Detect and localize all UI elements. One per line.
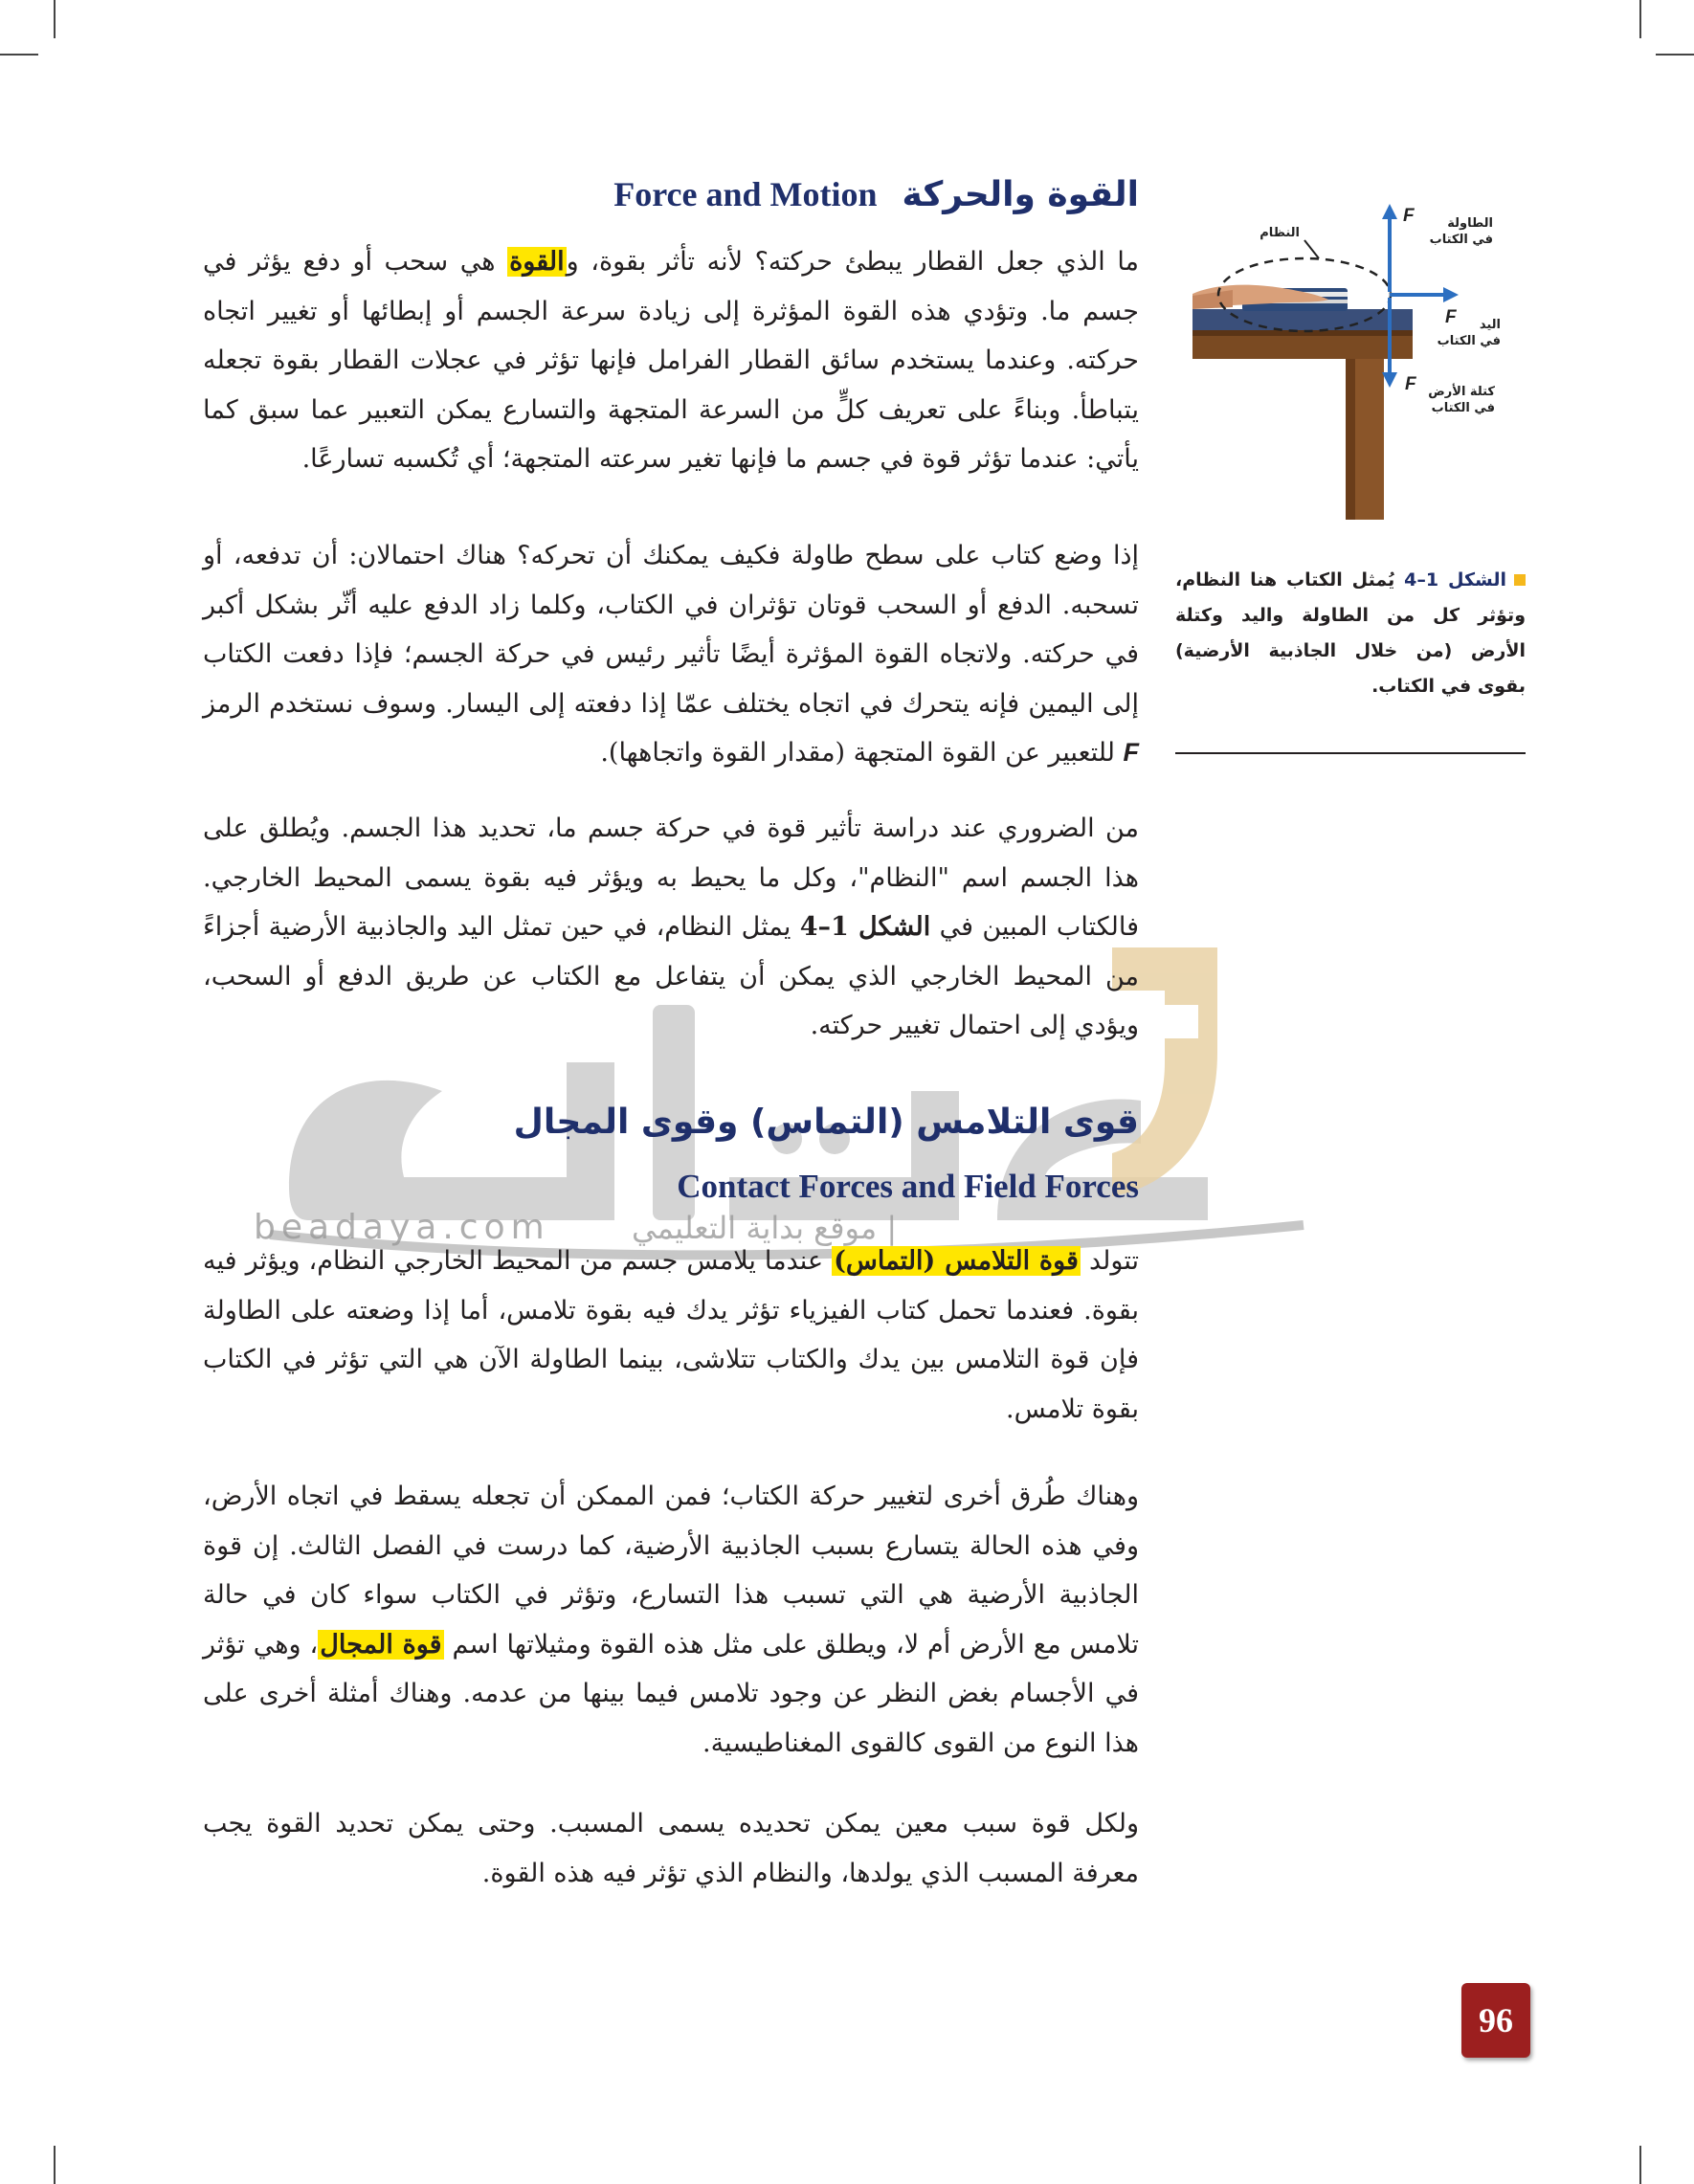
force-symbol-hand: F [1445, 307, 1457, 327]
crop-mark [1639, 2146, 1641, 2184]
paragraph-text: تتولد [1080, 1246, 1139, 1276]
section-heading-arabic: قوى التلامس (التماس) وقوى المجال [513, 1103, 1139, 1142]
paragraph-text: عندما يلامس جسم من المحيط الخارجي النظام، ويؤثر فيه بقوة. فعندما تحمل كتاب الفيزياء تؤثر يدك فيه بقوة تلامس، أما إذا وضعته على الطاولة فإن قوة التلامس بين يدك والكتاب تتلاشى، بينما الطاولة الآن هي التي تؤثر في الكتاب بقوة تلامس. [203, 1246, 1139, 1424]
watermark-url: beadaya.com [254, 1208, 550, 1247]
crop-mark [54, 0, 56, 38]
paragraph-4 [203, 1237, 1139, 1434]
paragraph-1 [203, 237, 1139, 484]
crop-mark [0, 54, 38, 56]
paragraph-6: ولكل قوة سبب معين يمكن تحديده يسمى المسبب. وحتى يمكن تحديد القوة يجب معرفة المسبب الذي يولدها، والنظام الذي تؤثر فيه هذه القوة. [203, 1809, 1139, 1888]
highlight-term-field-force: قوة المجال [320, 1629, 442, 1660]
caption-label: الشكل 1–4 [1404, 569, 1507, 591]
force-symbol-table: F [1403, 206, 1415, 226]
caption-text: يُمثل الكتاب هنا النظام، وتؤثر كل من الطاولة واليد وكتلة الأرض (من خلال الجاذبية الأرضية) بقوى في الكتاب. [1175, 569, 1526, 697]
paragraph-text: هي سحب أو دفع يؤثر في جسم ما. وتؤدي هذه القوة المؤثرة إلى زيادة سرعة الجسم أو إبطائها أو تغيير اتجاه حركته. وعندما يستخدم سائق القطار الفرامل فإنها تؤثر في عجلات القطار بقوة تجعله يتباطأ. وبناءً على تعريف كلٍّ من السرعة المتجهة والتسارع يمكن التعبير عما سبق كما يأتي: عندما تؤثر قوة في جسم ما فإنها تغير سرعته المتجهة؛ أي تُكسبه تسارعًا. [203, 247, 1139, 474]
paragraph-text: للتعبير عن القوة المتجهة (مقدار القوة واتجاهها). [600, 738, 1124, 768]
section-heading-english: Contact Forces and Field Forces [677, 1168, 1139, 1205]
force-symbol-earth: F [1405, 374, 1416, 394]
paragraph-text: ، وهي تؤثر في الأجسام بغض النظر عن وجود تلامس فيما بينها من عدمه. وهناك أمثلة أخرى على هذا النوع من القوى كالقوى المغناطيسية. [203, 1629, 1139, 1758]
force-label-hand: اليد في الكتاب [1437, 318, 1501, 348]
paragraph-3 [203, 804, 1139, 1051]
page-number [1461, 1983, 1530, 2058]
crop-mark [54, 2146, 56, 2184]
heading-arabic: القوة والحركة [902, 175, 1139, 214]
highlight-term-contact-force: قوة التلامس (التماس) [834, 1246, 1079, 1276]
paragraph-text: وهناك طُرق أخرى لتغيير حركة الكتاب؛ فمن الممكن أن تجعله يسقط في اتجاه الأرض، وفي هذه الحالة يتسارع بسبب الجاذبية الأرضية، كما درست في الفصل الثالث. إن قوة الجاذبية الأرضية هي التي تسبب هذا التسارع، وتؤثر في الكتاب سواء كان في حالة تلامس مع الأرض أم لا، ويطلق على مثل هذه القوة ومثيلاتها اسم [203, 1482, 1139, 1660]
figure-book-on-table [1175, 196, 1520, 531]
caption-square-icon [1514, 574, 1526, 586]
system-label: النظام [1259, 226, 1300, 240]
paragraph-2 [203, 531, 1139, 778]
paragraph-text: ما الذي جعل القطار يبطئ حركته؟ لأنه تأثر بقوة، و [566, 247, 1140, 277]
paragraph-text: إذا وضع كتاب على سطح طاولة فكيف يمكنك أن تحركه؟ هناك احتمالان: أن تدفعه، أو تسحبه. الدفع أو السحب قوتان تؤثران في الكتاب، وكلما زاد الدفع عليه أثّر بشكل أكبر في حركته. ولاتجاه القوة المؤثرة أيضًا تأثير رئيس في حركة الجسم؛ فإذا دفعت الكتاب إلى اليمين فإنه يتحرك في اتجاه يختلف عمّا إذا دفعته إلى اليسار. وسوف نستخدم الرمز [203, 541, 1139, 719]
figure-caption [1175, 563, 1526, 704]
paragraph-text: يمثل النظام، في حين تمثل اليد والجاذبية الأرضية أجزاءً من المحيط الخارجي الذي يمكن أن يتفاعل مع الكتاب عن طريق الدفع أو السحب، ويؤدي إلى احتمال تغيير حركته. [203, 912, 1139, 1040]
highlight-term-force: القوة [509, 247, 565, 277]
page-number-text: 96 [1479, 2001, 1513, 2039]
figure-reference: الشكل 1–4 [799, 912, 931, 942]
section-heading-force-motion [574, 174, 1139, 214]
force-label-table: الطاولة في الكتاب [1429, 216, 1493, 247]
crop-mark [1656, 54, 1694, 56]
paragraph-text: من الضروري عند دراسة تأثير قوة في حركة جسم ما، تحديد هذا الجسم. ويُطلق على هذا الجسم اسم "النظام"، وكل ما يحيط به ويؤثر فيه بقوة يسمى المحيط الخارجي. فالكتاب المبين في [203, 813, 1139, 942]
watermark-tagline: | موقع بداية التعليمي [632, 1210, 898, 1246]
paragraph-5 [203, 1472, 1139, 1768]
force-label-earth: كتلة الأرض في الكتاب [1428, 385, 1495, 415]
crop-mark [1639, 0, 1641, 38]
caption-rule [1175, 752, 1526, 754]
force-symbol: F [1123, 738, 1139, 767]
heading-english: Force and Motion [613, 175, 878, 213]
